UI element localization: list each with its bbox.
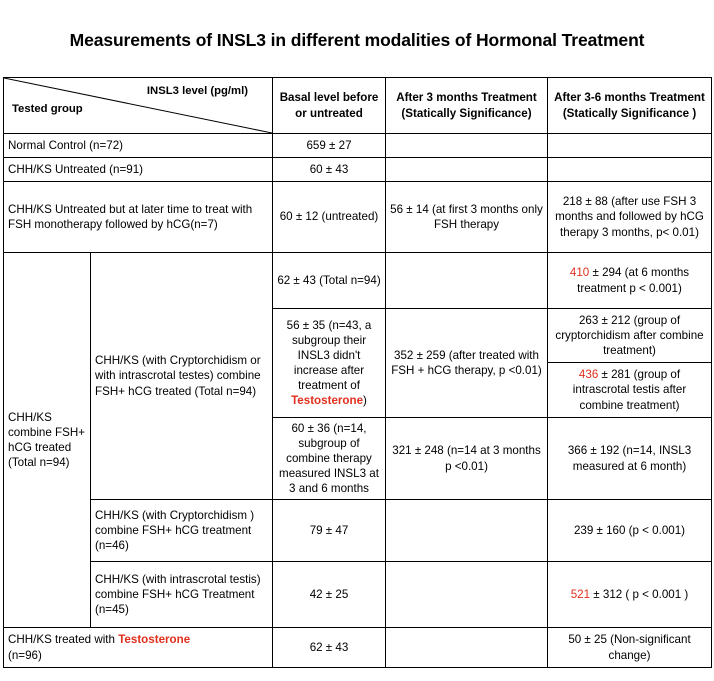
combine-subgroup-label: CHH/KS (with Cryptorchidism or with intrascrotal testes) combine FSH+ hCG treated (Total n=94) <box>91 253 273 500</box>
crypto-basal: 79 ± 47 <box>273 500 386 562</box>
testosterone-label-text: CHH/KS treated with <box>8 633 115 647</box>
testosterone-highlight: Testosterone <box>291 394 364 408</box>
table-row <box>4 182 712 253</box>
sub14-basal: 60 ± 36 (n=14, subgroup of combine therapy measured INSL3 at 3 and 6 months <box>273 418 386 500</box>
intra-after <box>548 562 712 628</box>
insl3-table <box>3 77 712 668</box>
crypto-after36: 263 ± 212 (group of cryptorchidism after combine treatment) <box>548 309 712 363</box>
untreated-label: CHH/KS Untreated (n=91) <box>4 158 273 182</box>
insl3-level-header: INSL3 level (pg/ml) <box>146 85 248 97</box>
intra-basal: 42 ± 25 <box>273 562 386 628</box>
table-row <box>4 158 712 182</box>
untreated-basal: 60 ± 43 <box>273 158 386 182</box>
table-row <box>4 628 712 668</box>
diagonal-header-cell <box>4 78 273 134</box>
sub43-basal <box>273 309 386 418</box>
sub43-after3: 352 ± 259 (after treated with FSH + hCG therapy, p <0.01) <box>386 309 548 418</box>
tested-group-header: Tested group <box>12 103 83 115</box>
empty-cell <box>386 562 548 628</box>
after36-header: After 3-6 months Treatment (Statically Significance ) <box>548 78 712 134</box>
combine-total-after36-text: ± 294 (at 6 months treatment p < 0.001) <box>577 266 690 295</box>
sub14-after36: 366 ± 192 (n=14, INSL3 measured at 6 month) <box>548 418 712 500</box>
sub14-after3: 321 ± 248 (n=14 at 3 months p <0.01) <box>386 418 548 500</box>
sub43-basal-text: 56 ± 35 (n=43, a subgroup their INSL3 didn't increase after treatment of <box>286 318 372 393</box>
empty-cell <box>386 134 548 158</box>
table-row <box>4 500 712 562</box>
intra-label: CHH/KS (with intrascrotal testis) combine FSH+ hCG Treatment (n=45) <box>91 562 273 628</box>
testosterone-highlight: Testosterone <box>118 633 191 647</box>
testosterone-after36: 50 ± 25 (Non-significant change) <box>548 628 712 668</box>
table-row <box>4 253 712 309</box>
table-row <box>4 562 712 628</box>
page-title: Measurements of INSL3 in different modalities of Hormonal Treatment <box>69 30 645 50</box>
intra-after-text: ± 312 ( p < 0.001 ) <box>593 587 689 601</box>
empty-cell <box>548 134 712 158</box>
highlight-value: 410 <box>569 266 590 280</box>
combine-total-basal: 62 ± 43 (Total n=94) <box>273 253 386 309</box>
empty-cell <box>386 500 548 562</box>
highlight-value: 521 <box>570 587 591 601</box>
later-treated-basal: 60 ± 12 (untreated) <box>273 182 386 253</box>
later-treated-label: CHH/KS Untreated but at later time to treat with FSH monotherapy followed by hCG(n=7) <box>4 182 273 253</box>
intra-after36 <box>548 363 712 418</box>
combine-group-label: CHH/KS combine FSH+ hCG treated (Total n=94) <box>4 253 91 628</box>
crypto-label: CHH/KS (with Cryptorchidism ) combine FSH+ hCG treatment (n=46) <box>91 500 273 562</box>
empty-cell <box>548 158 712 182</box>
highlight-value: 436 <box>578 368 599 382</box>
later-treated-after3: 56 ± 14 (at first 3 months only FSH therapy <box>386 182 548 253</box>
empty-cell <box>386 628 548 668</box>
sub43-basal-close: ) <box>363 394 367 408</box>
normal-control-basal: 659 ± 27 <box>273 134 386 158</box>
table-row <box>4 134 712 158</box>
testosterone-label <box>4 628 273 668</box>
testosterone-basal: 62 ± 43 <box>273 628 386 668</box>
header-row <box>4 78 712 134</box>
later-treated-after36: 218 ± 88 (after use FSH 3 months and followed by hCG therapy 3 months, p< 0.01) <box>548 182 712 253</box>
crypto-after: 239 ± 160 (p < 0.001) <box>548 500 712 562</box>
combine-total-after36 <box>548 253 712 309</box>
basal-header: Basal level before or untreated <box>273 78 386 134</box>
intra-after36-text: ± 281 (group of intrascrotal testis after combine treatment) <box>572 368 687 412</box>
normal-control-label: Normal Control (n=72) <box>4 134 273 158</box>
empty-cell <box>386 158 548 182</box>
empty-cell <box>386 253 548 309</box>
testosterone-label-n: (n=96) <box>8 648 42 662</box>
after3-header: After 3 months Treatment (Statically Significance) <box>386 78 548 134</box>
